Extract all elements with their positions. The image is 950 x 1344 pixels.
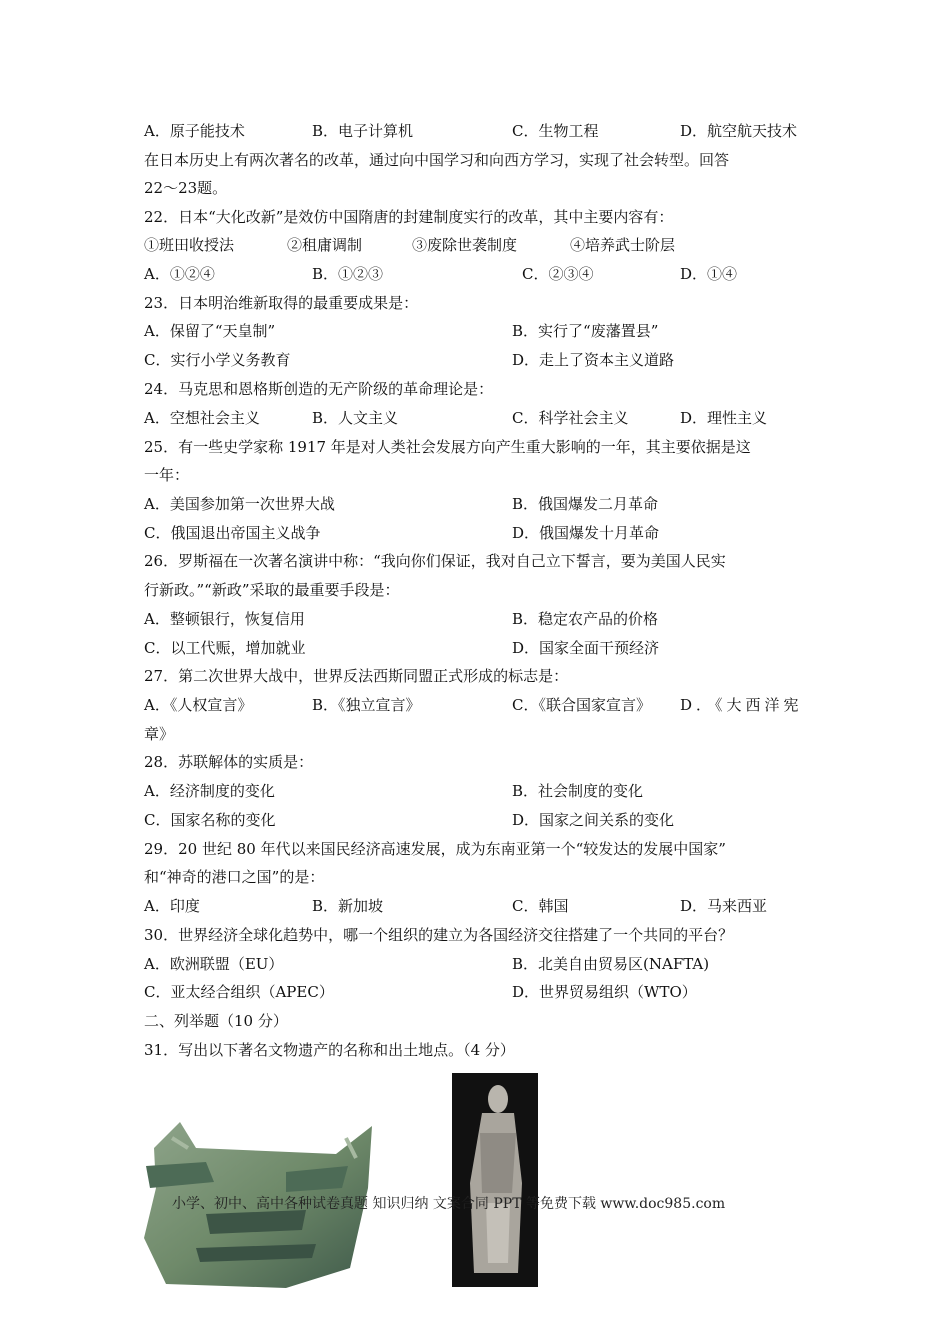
q25-stem-2: 一年： bbox=[144, 466, 190, 484]
q22-item-4: ④培养武士阶层 bbox=[570, 236, 676, 254]
q28-option-d: D．国家之间关系的变化 bbox=[512, 811, 675, 829]
q29-stem-2: 和“神奇的港口之国”的是： bbox=[144, 868, 325, 886]
q25-option-c: C．俄国退出帝国主义战争 bbox=[144, 524, 321, 542]
q30-option-c: C．亚太经合组织（APEC） bbox=[144, 983, 334, 1001]
q29-option-b: B．新加坡 bbox=[312, 897, 384, 915]
q25-option-b: B．俄国爆发二月革命 bbox=[512, 495, 659, 513]
q28-options-row-1 bbox=[0, 781, 950, 801]
q22-option-a: A．①②④ bbox=[144, 265, 215, 283]
q23-stem: 23．日本明治维新取得的最重要成果是： bbox=[144, 294, 419, 312]
q26-option-c: C．以工代赈，增加就业 bbox=[144, 639, 306, 657]
q28-option-b: B．社会制度的变化 bbox=[512, 782, 644, 800]
q29-option-a: A．印度 bbox=[144, 897, 200, 915]
q25-stem-1: 25．有一些史学家称 1917 年是对人类社会发展方向产生重大影响的一年，其主要依据是这 bbox=[144, 438, 751, 456]
q24-options bbox=[0, 408, 950, 428]
q23-option-b: B．实行了“废藩置县” bbox=[512, 322, 659, 340]
q29-options bbox=[0, 896, 950, 916]
q26-options-row-2 bbox=[0, 638, 950, 658]
q23-options-row-2 bbox=[0, 350, 950, 370]
q25-options-row-1 bbox=[0, 494, 950, 514]
intro-line-1: 在日本历史上有两次著名的改革，通过向中国学习和向西方学习，实现了社会转型。回答 bbox=[144, 151, 730, 169]
q21-option-c: C．生物工程 bbox=[512, 122, 599, 140]
q22-option-b: B．①②③ bbox=[312, 265, 384, 283]
q30-option-d: D．世界贸易组织（WTO） bbox=[512, 983, 697, 1001]
q26-option-d: D．国家全面干预经济 bbox=[512, 639, 660, 657]
q25-options-row-2 bbox=[0, 523, 950, 543]
q22-item-3: ③废除世袭制度 bbox=[412, 236, 518, 254]
q22-items bbox=[0, 235, 950, 255]
q30-option-a: A．欧洲联盟（EU） bbox=[144, 955, 284, 973]
q26-option-b: B．稳定农产品的价格 bbox=[512, 610, 659, 628]
q28-option-c: C．国家名称的变化 bbox=[144, 811, 276, 829]
q30-options-row-1 bbox=[0, 954, 950, 974]
q29-option-c: C．韩国 bbox=[512, 897, 569, 915]
q22-option-d: D．①④ bbox=[680, 265, 738, 283]
q26-options-row-1 bbox=[0, 609, 950, 629]
q22-option-c: C．②③④ bbox=[522, 265, 594, 283]
q22-item-2: ②租庸调制 bbox=[287, 236, 363, 254]
q26-option-a: A．整顿银行，恢复信用 bbox=[144, 610, 305, 628]
q30-option-b: B．北美自由贸易区(NAFTA) bbox=[512, 955, 710, 973]
q27-option-a: A．《人权宣言》 bbox=[144, 696, 253, 714]
q26-stem-2: 行新政。”“新政”采取的最重要手段是： bbox=[144, 581, 400, 599]
q29-option-d: D．马来西亚 bbox=[680, 897, 768, 915]
q24-stem: 24．马克思和恩格斯创造的无产阶级的革命理论是： bbox=[144, 380, 494, 398]
q23-option-d: D．走上了资本主义道路 bbox=[512, 351, 675, 369]
q30-options-row-2 bbox=[0, 982, 950, 1002]
q21-option-d: D．航空航天技术 bbox=[680, 122, 798, 140]
q28-options-row-2 bbox=[0, 810, 950, 830]
q27-options bbox=[0, 695, 950, 715]
q22-stem: 22．日本“大化改新”是效仿中国隋唐的封建制度实行的改革，其中主要内容有： bbox=[144, 208, 674, 226]
q21-option-a: A．原子能技术 bbox=[144, 122, 245, 140]
q27-option-d: D．《大西洋宪 bbox=[680, 696, 803, 714]
q27-option-b: B．《独立宣言》 bbox=[312, 696, 421, 714]
q26-stem-1: 26．罗斯福在一次著名演讲中称：“我向你们保证，我对自己立下誓言，要为美国人民实 bbox=[144, 552, 726, 570]
q28-stem: 28．苏联解体的实质是： bbox=[144, 753, 314, 771]
q28-option-a: A．经济制度的变化 bbox=[144, 782, 275, 800]
footer-watermark: 小学、初中、高中各种试卷真题 知识归纳 文案合同 PPT 等免费下载 www.doc985.com bbox=[172, 1196, 726, 1212]
q30-stem: 30．世界经济全球化趋势中，哪一个组织的建立为各国经济交往搭建了一个共同的平台？ bbox=[144, 926, 734, 944]
q23-option-a: A．保留了“天皇制” bbox=[144, 322, 276, 340]
q22-item-1: ①班田收授法 bbox=[144, 236, 235, 254]
q24-option-c: C．科学社会主义 bbox=[512, 409, 629, 427]
q23-options-row-1 bbox=[0, 321, 950, 341]
q21-option-b: B．电子计算机 bbox=[312, 122, 414, 140]
intro-line-2: 22～23题。 bbox=[144, 179, 228, 197]
q22-options bbox=[0, 264, 950, 284]
q24-option-b: B．人文主义 bbox=[312, 409, 399, 427]
terracotta-figure-image bbox=[452, 1073, 538, 1287]
q27-option-d-cont: 章》 bbox=[144, 725, 175, 743]
q21-options bbox=[0, 121, 950, 141]
section-2-heading: 二、列举题（10 分） bbox=[144, 1012, 288, 1030]
q23-option-c: C．实行小学义务教育 bbox=[144, 351, 291, 369]
q27-stem: 27．第二次世界大战中，世界反法西斯同盟正式形成的标志是： bbox=[144, 667, 569, 685]
q25-option-d: D．俄国爆发十月革命 bbox=[512, 524, 660, 542]
q24-option-d: D．理性主义 bbox=[680, 409, 768, 427]
q25-option-a: A．美国参加第一次世界大战 bbox=[144, 495, 335, 513]
q27-option-c: C．《联合国家宣言》 bbox=[512, 696, 651, 714]
q24-option-a: A．空想社会主义 bbox=[144, 409, 260, 427]
q31-stem: 31．写出以下著名文物遗产的名称和出土地点。（4 分） bbox=[144, 1041, 515, 1059]
q29-stem-1: 29．20 世纪 80 年代以来国民经济高速发展，成为东南亚第一个“较发达的发展中国家” bbox=[144, 840, 726, 858]
